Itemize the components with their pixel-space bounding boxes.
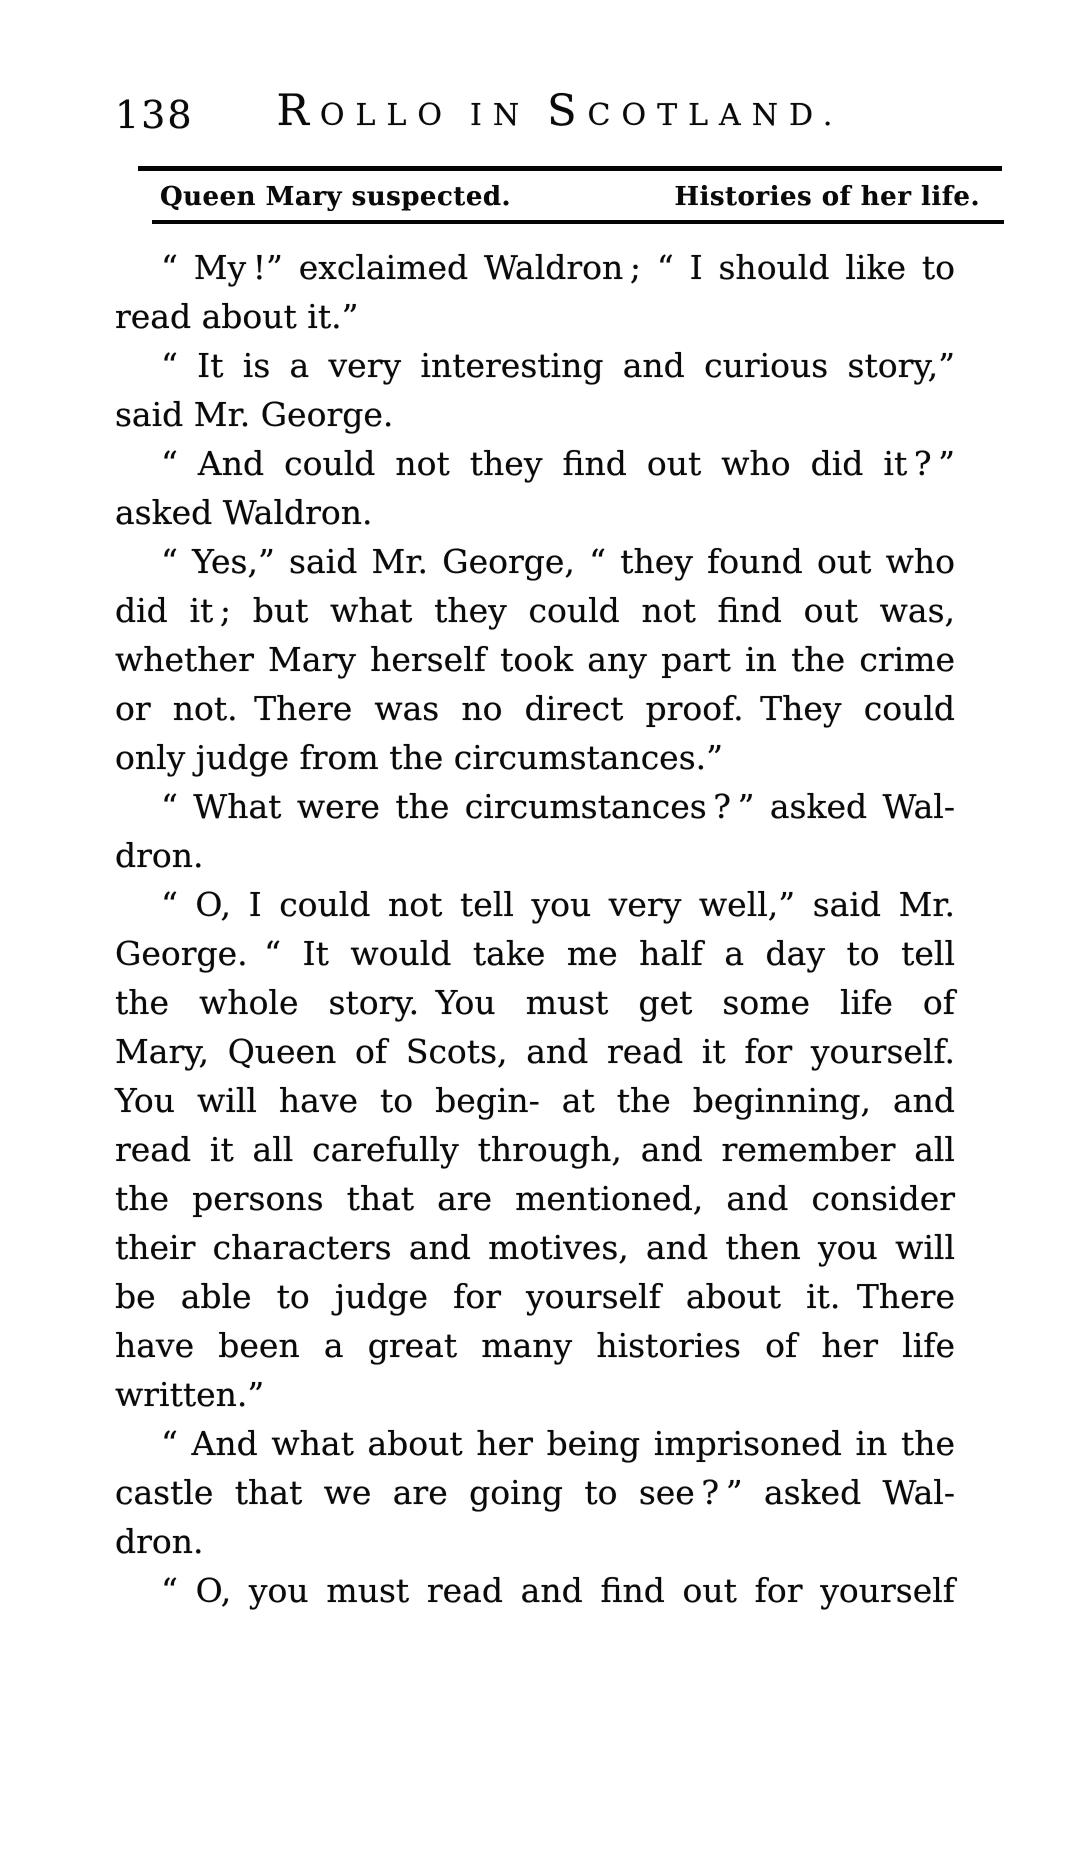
book-title xyxy=(115,86,1005,136)
running-head-left: Queen Mary suspected. xyxy=(160,182,512,212)
text-line: “ And could not they find out who did it ? ” xyxy=(161,444,955,483)
text-line: written.” xyxy=(115,1375,265,1414)
text-line: dron. xyxy=(115,836,204,875)
text-line: George. “ It would take me half a day to tell xyxy=(115,934,955,973)
text-line: be able to judge for yourself about it. There xyxy=(115,1277,955,1316)
text-line: dron. xyxy=(115,1522,204,1561)
text-line: their characters and motives, and then you will xyxy=(115,1228,955,1267)
text-line: have been a great many histories of her life xyxy=(115,1326,955,1365)
page-number: 138 xyxy=(115,93,194,137)
title-small-caps: IN xyxy=(469,98,531,133)
text-line: whether Mary herself took any part in the crime xyxy=(115,640,955,679)
text-line: “ And what about her being imprisoned in the xyxy=(161,1424,955,1463)
text-line: “ O, I could not tell you very well,” said Mr. xyxy=(161,885,955,924)
header-rule-bottom xyxy=(152,220,1004,224)
text-line: the whole story. You must get some life of xyxy=(115,983,955,1022)
header-rule-top xyxy=(138,166,1002,171)
text-line: the persons that are mentioned, and consider xyxy=(115,1179,955,1218)
text-line: “ It is a very interesting and curious story,” xyxy=(161,346,955,385)
text-line: or not. There was no direct proof. They could xyxy=(115,689,955,728)
text-line: Mary, Queen of Scots, and read it for yourself. xyxy=(115,1032,955,1071)
text-line: did it ; but what they could not find out was, xyxy=(115,591,955,630)
running-heads xyxy=(160,182,980,212)
text-line: asked Waldron. xyxy=(115,493,373,532)
text-line: You will have to begin- at the beginning, and xyxy=(115,1081,955,1120)
text-line: “ O, you must read and find out for yourself xyxy=(161,1571,955,1610)
title-initial: S xyxy=(547,86,588,136)
text-line: read it all carefully through, and remember all xyxy=(115,1130,955,1169)
title-small-caps: OLLO xyxy=(319,98,453,133)
text-line: “ My !” exclaimed Waldron ; “ I should like to xyxy=(161,248,955,287)
running-head-right: Histories of her life. xyxy=(674,182,980,212)
text-line: said Mr. George. xyxy=(115,395,394,434)
text-line: only judge from the circumstances.” xyxy=(115,738,724,777)
text-line: “ What were the circumstances ? ” asked Wal- xyxy=(161,787,955,826)
text-line: read about it.” xyxy=(115,297,359,336)
text-line: “ Yes,” said Mr. George, “ they found out who xyxy=(161,542,955,581)
title-small-caps: COTLAND. xyxy=(587,98,844,133)
title-initial: R xyxy=(276,86,320,136)
page-text xyxy=(115,243,955,1615)
text-line: castle that we are going to see ? ” asked Wal- xyxy=(115,1473,955,1512)
